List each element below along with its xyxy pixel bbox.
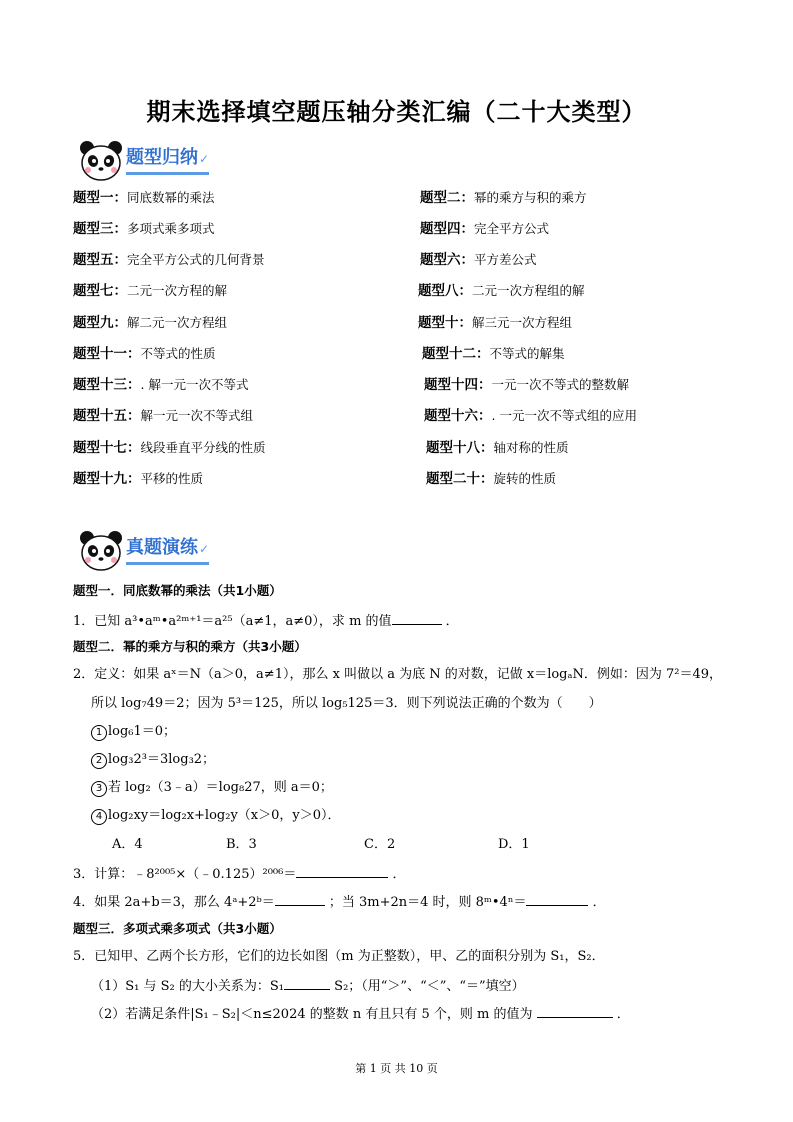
option-a[interactable]: A．4 [112,837,143,852]
answer-blank[interactable] [392,611,442,625]
statement-2: 2 log₃2³＝3log₃2； [91,751,215,769]
question-2-line-1: 2．定义：如果 aˣ＝N（a＞0，a≠1），那么 x 叫做以 a 为底 N 的对数，记做 x＝logₐN．例如：因为 7²＝49， [73,667,723,682]
statement-3: 3 若 log₂（3﹣a）＝log₈27，则 a＝0； [91,779,333,797]
question-5-line-1: 5．已知甲、乙两个长方形，它们的边长如图（m 为正整数），甲、乙的面积分别为 S₁，S₂． [73,949,605,964]
options-row [0,836,793,854]
type-item: 题型八：二元一次方程组的解 [418,283,585,299]
question-5-part-2: （2）若满足条件|S₁﹣S₂|＜n≤2024 的整数 n 有且只有 5 个，则 m 的值为 ． [91,1004,630,1024]
statement-4: 4 log₂xy＝log₂x+log₂y（x＞0，y＞0）． [91,807,341,825]
answer-blank[interactable] [296,864,388,878]
type-item: 题型四：完全平方公式 [420,221,550,237]
type-heading-3: 题型三．多项式乘多项式（共3小题） [73,921,282,936]
question-4: 4．如果 2a+b＝3，那么 4ᵃ+2ᵇ＝ ；当 3m+2n＝4 时，则 8ᵐ•4ⁿ＝ ． [73,892,606,912]
answer-blank[interactable] [284,976,330,990]
type-item: 题型一：同底数幂的乘法 [73,190,215,206]
option-b[interactable]: B．3 [226,837,257,852]
type-item: 题型十八：轴对称的性质 [426,440,569,456]
section-title: 真题演练 ✓ [126,537,209,565]
type-item: 题型五：完全平方公式的几何背景 [73,252,265,268]
page-footer: 第 1 页 共 10 页 [355,1062,438,1075]
type-item: 题型九：解二元一次方程组 [73,315,228,331]
option-d[interactable]: D．1 [498,837,530,852]
type-item: 题型六：平方差公式 [420,252,537,268]
type-item: 题型十九：平移的性质 [73,471,204,487]
type-item: 题型七：二元一次方程的解 [73,283,228,299]
section-title: 题型归纳 ✓ [126,147,209,175]
question-5-part-1: （1）S₁ 与 S₂ 的大小关系为：S₁ S₂；（用“＞”、“＜”、“＝”填空） [91,976,525,996]
statement-1: 1 log₆1＝0； [91,723,176,741]
question-3: 3．计算：﹣8²⁰⁰⁵×（﹣0.125）²⁰⁰⁶＝ ． [73,864,406,884]
type-item: 题型十：解三元一次方程组 [418,315,573,331]
type-item: 题型十三：. 解一元一次不等式 [73,377,249,393]
type-item: 题型十六：. 一元一次不等式组的应用 [424,408,637,424]
type-item: 题型三：多项式乘多项式 [73,221,215,237]
type-item: 题型十四：一元一次不等式的整数解 [424,377,630,393]
option-c[interactable]: C．2 [364,837,396,852]
type-heading-2: 题型二．幂的乘方与积的乘方（共3小题） [73,639,307,654]
type-item: 题型十一：不等式的性质 [73,346,216,362]
type-item: 题型二十：旋转的性质 [426,471,557,487]
panda-icon [78,529,124,573]
page-title: 期末选择填空题压轴分类汇编（二十大类型） [146,98,647,126]
panda-icon [78,139,124,183]
section-header-summary [78,138,209,184]
answer-blank[interactable] [537,1004,613,1018]
type-item: 题型十二：不等式的解集 [422,346,565,362]
type-heading-1: 题型一．同底数幂的乘法（共1小题） [73,583,282,598]
type-item: 题型十七：线段垂直平分线的性质 [73,440,266,456]
type-item: 题型十五：解一元一次不等式组 [73,408,254,424]
answer-blank[interactable] [526,892,588,906]
question-1: 1．已知 a³•aᵐ•a²ᵐ⁺¹＝a²⁵（a≠1，a≠0），求 m 的值 ． [73,611,459,631]
answer-blank[interactable] [275,892,325,906]
type-item: 题型二：幂的乘方与积的乘方 [420,190,587,206]
section-header-practice [78,528,209,574]
question-2-line-2: 所以 log₇49＝2；因为 5³＝125，所以 log₅125＝3．则下列说法正确的个数为（ ） [91,696,602,711]
